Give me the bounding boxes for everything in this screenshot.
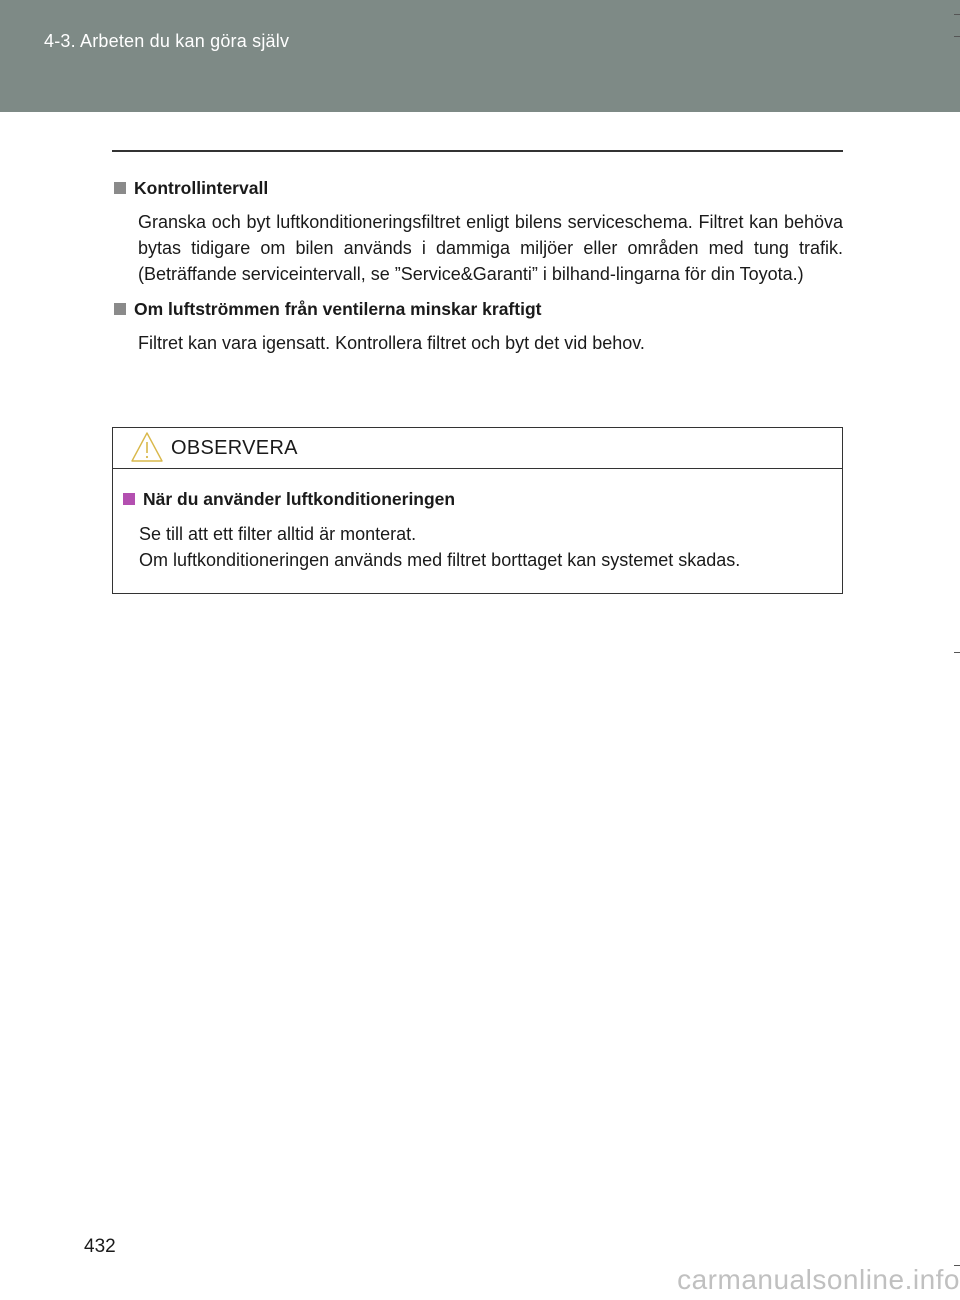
top-rule <box>112 150 843 152</box>
square-bullet-icon <box>114 303 126 315</box>
caution-heading-text: När du använder luftkonditioneringen <box>143 488 456 509</box>
info-item <box>112 174 843 287</box>
header-band <box>0 0 960 112</box>
square-bullet-icon <box>123 493 135 505</box>
section-title: 4-3. Arbeten du kan göra själv <box>44 31 290 51</box>
item-heading <box>114 295 843 323</box>
crop-mark <box>954 36 960 37</box>
item-heading <box>114 174 843 202</box>
caution-text <box>139 521 842 573</box>
caution-title: OBSERVERA <box>171 437 298 459</box>
crop-mark <box>954 652 960 653</box>
crop-mark <box>954 14 960 15</box>
caution-heading <box>123 485 842 513</box>
caution-line: Se till att ett filter alltid är monterat. <box>139 524 417 544</box>
main-content <box>112 174 843 356</box>
info-item <box>112 295 843 356</box>
item-heading-text: Kontrollintervall <box>134 177 269 198</box>
item-heading-text: Om luftströmmen från ventilerna minskar kraftigt <box>134 298 542 319</box>
page-number: 432 <box>84 1236 116 1257</box>
item-body: Granska och byt luftkonditioneringsfiltret enligt bilens serviceschema. Filtret kan behöva bytas tidigare om bilen används i dammiga miljöer eller områden med tung trafik. (Beträffande serviceintervall, se ”Service&Garanti” i bilhand-lingarna för din Toyota.) <box>138 212 843 284</box>
item-body: Filtret kan vara igensatt. Kontrollera filtret och byt det vid behov. <box>138 333 645 353</box>
caution-line: Om luftkonditioneringen används med filtret borttaget kan systemet skadas. <box>139 550 741 570</box>
square-bullet-icon <box>114 182 126 194</box>
warning-triangle-icon <box>129 430 165 464</box>
caution-box <box>112 427 843 594</box>
caution-body <box>113 469 842 573</box>
caution-header <box>113 428 842 469</box>
watermark: carmanualsonline.info <box>677 1264 960 1295</box>
